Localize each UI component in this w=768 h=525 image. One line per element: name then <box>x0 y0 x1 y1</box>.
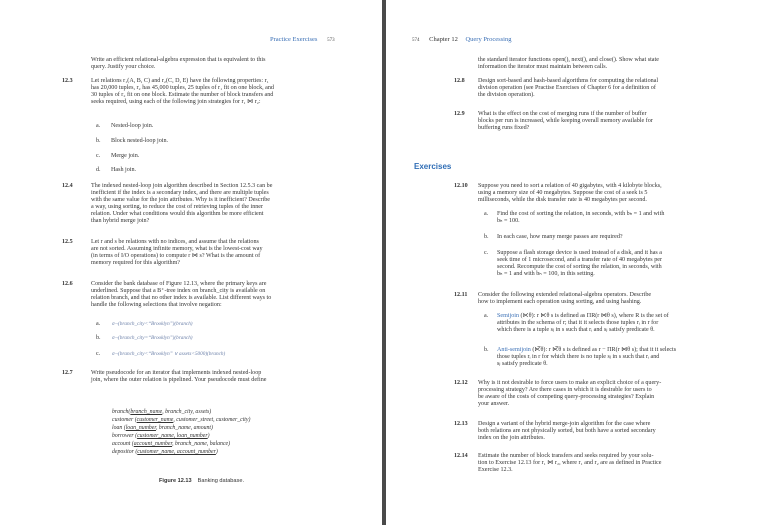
schema-row: borrower (customer_name, loan_number) <box>112 433 210 439</box>
exercise-text-line: a way, using sorting, to reduce the cost of retrieving tuples of the inner <box>91 204 264 210</box>
left-page <box>0 0 382 525</box>
exercise-text-line: has 20,000 tuples, r₂ has 45,000 tuples, 25 tuples of r₁ fit on one block, and <box>91 85 274 91</box>
right-page <box>386 0 768 525</box>
exercise-text-line: using a memory size of 40 megabytes. Suppose the cost of a seek is 5 <box>478 190 648 196</box>
exercise-text-line: (in terms of I/O operations) to compute r ⋈ s? What is the amount of <box>91 253 261 259</box>
list-item-label: a. <box>484 313 489 319</box>
schema-row: depositor (customer_name, account_number) <box>112 449 218 455</box>
list-item: bₕ = 100. <box>497 218 520 224</box>
exercise-text-line: Consider the bank database of Figure 12.13, where the primary keys are <box>91 281 267 287</box>
schema-row: branch(branch_name, branch_city, assets) <box>112 409 212 415</box>
list-item-label: a. <box>484 211 489 217</box>
schema-row: loan (loan_number, branch_name, amount) <box>112 425 213 431</box>
exercise-number: 12.8 <box>454 78 465 84</box>
exercise-text-line: Write pseudocode for an iterator that implements indexed nested-loop <box>91 370 262 376</box>
exercise-number: 12.7 <box>62 370 73 376</box>
exercise-text-line: both relations are not physically sorted, but both have a sorted secondary <box>478 428 656 434</box>
list-item: Anti-semijoin (⋉̅θ): r ⋉̅θ s is defined as r − ΠR(r ⋈θ s); that it it selects <box>497 347 677 353</box>
exercise-text-line: processing strategy? Are there cases in which it is desirable for users to <box>478 387 652 393</box>
list-item: those tuples rᵢ in r for which there is no tuple sⱼ in s such that rᵢ and <box>497 354 660 360</box>
list-item-label: b. <box>484 234 489 240</box>
exercise-text-line: division operation (see Practise Exercises of Chapter 6 for a definition of <box>478 85 656 91</box>
page-header <box>270 36 335 43</box>
list-item: Merge join. <box>111 153 140 159</box>
exercise-text-line: buffering runs fixed? <box>478 125 530 131</box>
exercise-text-line: the division operation). <box>478 92 535 98</box>
exercise-text-line: relation branch, and that no other index is available. List different ways to <box>91 295 272 301</box>
term-semijoin: Semijoin <box>497 313 520 319</box>
exercise-number: 12.12 <box>454 380 468 386</box>
exercise-number: 12.10 <box>454 183 468 189</box>
exercise-text-line: index on the join attributes. <box>478 435 545 441</box>
term-anti-semijoin: Anti-semijoin <box>497 347 531 353</box>
schema-row: account (account_number, branch_name, balance) <box>112 441 231 447</box>
page-header <box>412 36 512 43</box>
intro-line-2: query. Justify your choice. <box>91 64 156 70</box>
exercise-number: 12.13 <box>454 421 468 427</box>
exercise-text-line: than hybrid merge join? <box>91 218 150 224</box>
intro-line-1: Write an efficient relational-algebra expression that is equivalent to this <box>91 57 266 63</box>
exercise-text-line: be aware of the costs of competing query-processing strategies? Explain <box>478 394 655 400</box>
list-item: Suppose a flash storage device is used instead of a disk, and it has a <box>497 250 662 256</box>
exercise-text-line: seeks required, using each of the following join strategies for r₁ ⋈ r₂: <box>91 99 261 105</box>
exercise-text-line: Consider the following extended relational-algebra operators. Describe <box>478 292 652 298</box>
list-item-label: b. <box>96 138 101 144</box>
list-item: second. Recompute the cost of sorting the relation, in seconds, with <box>497 264 662 270</box>
selection-expression: σ¬(branch_city<“Brooklyn”)(branch) <box>112 321 193 327</box>
list-item-label: b. <box>484 347 489 353</box>
exercise-number: 12.4 <box>62 183 73 189</box>
figure-caption: Figure 12.13 Banking database. <box>159 478 244 484</box>
exercise-text-line: Estimate the number of block transfers and seeks required by your solu- <box>478 453 654 459</box>
exercise-text-line: Let r and s be relations with no indices, and assume that the relations <box>91 239 259 245</box>
list-item: Hash join. <box>111 167 137 173</box>
exercise-number: 12.14 <box>454 453 468 459</box>
selection-expression: σ¬(branch_city=“Brooklyn”)(branch) <box>112 335 193 341</box>
exercise-text-line: 30 tuples of r₂ fit on one block. Estimate the number of block transfers and <box>91 92 274 98</box>
list-item: Find the cost of sorting the relation, in seconds, with bₕ = 1 and with <box>497 211 665 217</box>
list-item: Block nested-loop join. <box>111 138 169 144</box>
exercise-text-line: your answer. <box>478 401 510 407</box>
exercise-number: 12.6 <box>62 281 73 287</box>
list-item: which there is a tuple sⱼ in s such that rᵢ and sⱼ satisfy predicate θ. <box>497 327 655 333</box>
chapter-label: Chapter 12 <box>429 36 458 43</box>
exercise-number: 12.5 <box>62 239 73 245</box>
exercise-number: 12.3 <box>62 78 73 84</box>
exercise-text-line: Why is it not desirable to force users to make an explicit choice of a query- <box>478 380 662 386</box>
exercise-text-line: relation. Under what conditions would this algorithm be more efficient <box>91 211 264 217</box>
exercise-text-line: with the same value for the join attributes. Why is it inefficient? Describe <box>91 197 270 203</box>
list-item-label: c. <box>484 250 489 256</box>
exercise-text-line: memory required for this algorithm? <box>91 260 181 266</box>
header-title: Practice Exercises <box>270 36 318 43</box>
exercise-text-line: The indexed nested-loop join algorithm described in Section 12.5.3 can be <box>91 183 273 189</box>
list-item-label: c. <box>96 351 101 357</box>
list-item-label: a. <box>96 123 101 129</box>
exercise-number: 12.11 <box>454 292 468 298</box>
list-item: Semijoin (⋉θ): r ⋉θ s is defined as ΠR(r ⋈θ s), where R is the set of <box>497 313 669 319</box>
exercise-text-line: inefficient if the index is a secondary index, and there are multiple tuples <box>91 190 269 196</box>
exercise-text-line: blocks per run is increased, while keeping overall memory available for <box>478 118 653 124</box>
exercise-text-line: What is the effect on the cost of merging runs if the number of buffer <box>478 111 647 117</box>
list-item: Nested-loop join. <box>111 123 154 129</box>
page-number: 573 <box>327 38 335 43</box>
list-item-label: b. <box>96 335 101 341</box>
exercise-text-line: Suppose you need to sort a relation of 40 gigabytes, with 4 kilobyte blocks, <box>478 183 662 189</box>
list-item: sⱼ satisfy predicate θ. <box>497 361 548 367</box>
exercise-text-line: how to implement each operation using sorting, and using hashing. <box>478 299 642 305</box>
list-item: seek time of 1 microsecond, and a transfer rate of 40 megabytes per <box>497 257 662 263</box>
schema-row: customer (customer_name, customer_street, customer_city) <box>112 417 251 423</box>
exercise-text-line: tion to Exercise 12.13 for r₁ ⋈ r₂, where r₁ and r₂ are as defined in Practice <box>478 460 662 466</box>
page-number: 574 <box>412 38 420 43</box>
exercise-text-line: Let relations r₁(A, B, C) and r₂(C, D, E) have the following properties: r₁ <box>91 78 269 84</box>
exercise-text-line: underlined. Suppose that a B⁺-tree index on branch_city is available on <box>91 288 266 294</box>
exercise-text-line: Design sort-based and hash-based algorithms for computing the relational <box>478 78 659 84</box>
list-item: bₕ = 1 and with bₕ = 100, in this setting. <box>497 271 595 277</box>
list-item-label: c. <box>96 153 101 159</box>
continuation-line: information the iterator must maintain between calls. <box>478 64 608 70</box>
exercise-text-line: Design a variant of the hybrid merge-join algorithm for the case where <box>478 421 651 427</box>
exercise-number: 12.9 <box>454 111 465 117</box>
selection-expression: σ¬(branch_city<“Brooklyn” ∨ assets<5000)(branch) <box>112 351 226 357</box>
list-item-label: d. <box>96 167 101 173</box>
continuation-line: the standard iterator functions open(), next(), and close(). Show what state <box>478 57 659 63</box>
list-item-label: a. <box>96 321 101 327</box>
exercise-text-line: handle the following selections that involve negation: <box>91 302 222 308</box>
exercise-text-line: join, where the outer relation is pipelined. Your pseudocode must define <box>91 377 267 383</box>
exercise-text-line: Exercise 12.3. <box>478 467 513 473</box>
exercise-text-line: milliseconds, while the disk transfer rate is 40 megabytes per second. <box>478 197 647 203</box>
exercises-heading: Exercises <box>414 162 452 171</box>
exercise-text-line: are not sorted. Assuming infinite memory, what is the lowest-cost way <box>91 246 263 252</box>
header-title: Query Processing <box>465 36 512 43</box>
list-item: In each case, how many merge passes are required? <box>497 234 623 240</box>
list-item: attributes in the schema of r; that it it selects those tuples rᵢ in r for <box>497 320 659 326</box>
